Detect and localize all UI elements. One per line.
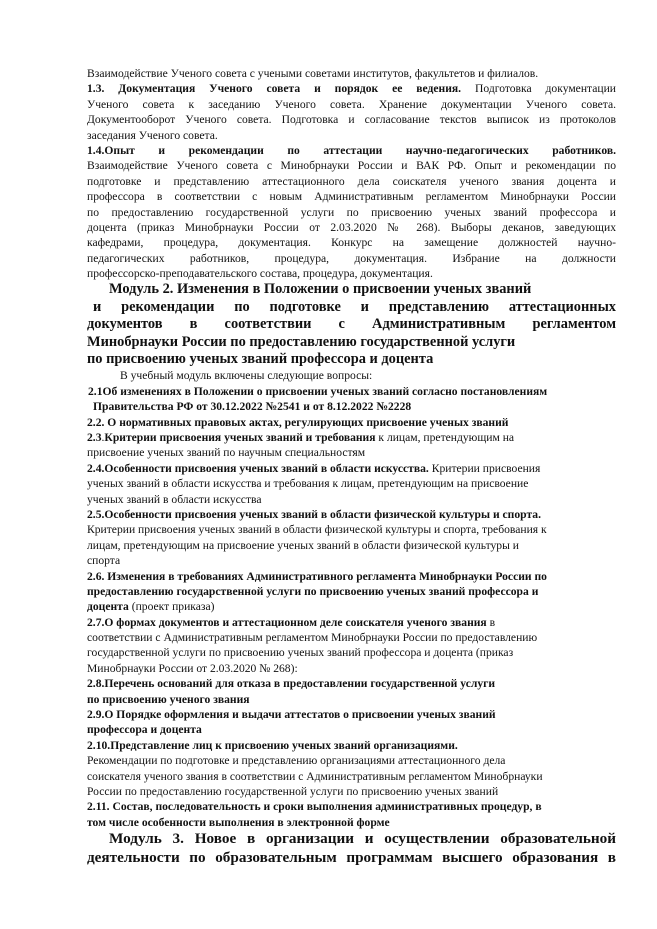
text-segment: . — [101, 430, 105, 444]
text-line — [87, 676, 616, 691]
text-segment: России по предоставлению государственной услуги по присвоению ученых званий — [87, 784, 499, 798]
text-segment: педагогических работников, процедура, документация. Избрание на должности — [87, 251, 616, 265]
text-line — [87, 81, 616, 96]
text-line — [87, 584, 616, 599]
text-line — [87, 569, 616, 584]
text-segment: 2.8.Перечень оснований для отказа в предоставлении государственной услуги — [87, 677, 496, 691]
text-segment: и рекомендации по подготовке и представлению аттестационных — [93, 298, 616, 315]
text-segment: Правительства РФ от 30.12.2022 №2541 и от 8.12.2022 №2228 — [93, 400, 412, 414]
text-line — [87, 553, 616, 568]
text-line — [87, 492, 616, 507]
text-segment: по предоставлению государственной услуги по присвоению ученых званий профессора и — [87, 205, 616, 219]
text-line — [87, 476, 616, 491]
text-line — [87, 174, 616, 189]
text-segment: ученых званий в области искусства — [87, 492, 262, 506]
text-segment: доцента — [87, 600, 129, 614]
text-line — [87, 266, 616, 281]
text-segment: 2.9.О Порядке оформления и выдачи аттестатов о присвоении ученых званий — [87, 708, 496, 722]
text-segment: предоставлению государственной услуги по присвоению ученых званий профессора и — [87, 584, 539, 598]
text-line — [87, 507, 616, 522]
heading-line — [87, 830, 616, 849]
text-segment: профессорско-преподавательского состава, процедура, документация. — [87, 267, 433, 281]
text-line — [87, 599, 616, 614]
text-segment: Рекомендации по подготовке и представлению организациями аттестационного дела — [87, 754, 506, 768]
text-line — [87, 445, 616, 460]
text-line — [87, 415, 616, 430]
text-segment: соискателя ученого звания в соответствии с Административным регламентом Минобрнауки — [87, 769, 543, 783]
text-line — [87, 630, 616, 645]
text-segment: 2.2. О нормативных правовых актах, регулирующих присвоение ученых званий — [87, 415, 509, 429]
heading-line — [87, 281, 616, 298]
text-segment: Документооборот Ученого совета. Подготовка и согласование текстов выписок из протоколов — [87, 113, 616, 127]
text-segment: 2.1Об изменениях в Положении о присвоении ученых званий согласно постановлениям — [88, 384, 548, 398]
heading-line — [87, 334, 616, 351]
text-line — [87, 143, 616, 158]
text-line — [87, 738, 616, 753]
heading-line — [87, 849, 616, 868]
text-segment: ученых званий в области искусства и требования к лицам, претендующим на присвоение — [87, 477, 529, 491]
text-segment: Взаимодействие Ученого совета с учеными советами институтов, факультетов и филиалов. — [87, 67, 539, 80]
text-segment: 2.10.Представление лиц к присвоению ученых званий организациями. — [87, 738, 458, 752]
text-line — [87, 205, 616, 220]
text-line — [87, 461, 616, 476]
text-segment: к лицам, претендующим на — [375, 430, 515, 444]
text-segment: Подготовка документации — [461, 82, 616, 96]
text-segment: Минобрнауки России от 2.03.2020 № 268): — [87, 661, 298, 675]
text-segment: в — [486, 615, 496, 629]
text-line — [87, 815, 616, 830]
text-segment: по присвоению ученых званий профессора и доцента — [87, 351, 434, 368]
text-segment: кафедрами, процедура, документация. Конкурс на замещение должностей научно- — [87, 236, 616, 250]
text-line — [87, 522, 616, 537]
text-line — [87, 692, 616, 707]
text-line — [87, 189, 616, 204]
text-line — [87, 66, 616, 81]
text-line — [87, 769, 616, 784]
text-segment: 2.3 — [87, 430, 102, 444]
text-segment: профессора в соответствии с новым Административным регламентом Минобрнауки России — [87, 190, 616, 204]
text-line — [87, 158, 616, 173]
text-segment: заседания Ученого совета. — [87, 128, 218, 142]
heading-line — [87, 351, 616, 368]
text-line — [87, 538, 616, 553]
text-line — [87, 707, 616, 722]
text-segment: профессора и доцента — [87, 723, 202, 737]
text-segment: подготовке и представлению аттестационного дела соискателя ученого звания доцента и — [87, 174, 616, 188]
text-segment: (проект приказа) — [128, 600, 215, 614]
text-segment: присвоение ученых званий по научным специальностям — [87, 446, 366, 460]
heading-line — [87, 316, 616, 333]
text-line — [87, 430, 616, 445]
text-segment: лицам, претендующим на присвоение ученых званий в области физической культуры и — [87, 538, 519, 552]
heading-line — [87, 299, 616, 316]
text-segment: документов в соответствии с Административным регламентом — [87, 316, 616, 333]
text-segment: соответствии с Административным регламентом Минобрнауки России по предоставлению — [87, 631, 538, 645]
text-segment: доцента (приказ Минобрнауки России от 2.03.2020 № 268). Выборы деканов, заведующих — [87, 220, 616, 234]
text-segment: Минобрнауки России по предоставлению государственной услуги — [87, 333, 516, 350]
text-segment: В учебный модуль включены следующие вопросы: — [120, 369, 373, 383]
text-line — [87, 220, 616, 235]
text-segment: 2.7.О формах документов и аттестационном деле соискателя ученого звания — [87, 615, 487, 629]
text-segment: государственной услуги по присвоению ученых званий профессора и доцента (приказ — [87, 646, 514, 660]
text-segment: 1.4.Опыт и рекомендации по аттестации научно-педагогических работников. — [87, 143, 616, 157]
text-line — [87, 399, 616, 414]
text-segment: том числе особенности выполнения в электронной форме — [87, 815, 390, 829]
text-segment: 1.3. Документация Ученого совета и порядок ее ведения. — [87, 82, 462, 96]
text-segment: Модуль 2. Изменения в Положении о присвоении ученых званий — [109, 281, 532, 298]
text-line — [87, 645, 616, 660]
text-segment: Ученого совета к заседанию Ученого совета. Хранение документации Ученого совета. — [87, 97, 616, 111]
text-segment: деятельности по образовательным программам высшего образования в — [87, 848, 616, 866]
text-line — [87, 384, 616, 399]
text-line — [87, 368, 616, 383]
text-line — [87, 251, 616, 266]
text-line — [87, 235, 616, 250]
text-line — [87, 784, 616, 799]
text-segment: по присвоению ученого звания — [87, 692, 250, 706]
text-line — [87, 722, 616, 737]
text-line — [87, 112, 616, 127]
text-segment: Модуль 3. Новое в организации и осуществлении образовательной — [109, 830, 616, 848]
text-line — [87, 799, 616, 814]
text-segment: Критерии присвоения — [428, 461, 541, 475]
text-segment: Взаимодействие Ученого совета с Минобрнауки России и ВАК РФ. Опыт и рекомендации по — [87, 159, 616, 173]
document-page — [87, 66, 616, 867]
text-line — [87, 97, 616, 112]
text-line — [87, 661, 616, 676]
text-line — [87, 128, 616, 143]
text-line — [87, 615, 616, 630]
text-segment: Критерии присвоения ученых званий в области физической культуры и спорта, требования к — [87, 523, 547, 537]
text-segment: 2.11. Состав, последовательность и сроки выполнения административных процедур, в — [87, 800, 542, 814]
text-segment: спорта — [87, 554, 121, 568]
text-segment: 2.5.Особенности присвоения ученых званий в области физической культуры и спорта. — [87, 507, 541, 521]
text-segment: Критерии присвоения ученых званий и требования — [104, 430, 376, 444]
text-segment: 2.4.Особенности присвоения ученых званий в области искусства. — [87, 461, 429, 475]
text-segment: 2.6. Изменения в требованиях Административного регламента Минобрнауки России по — [87, 569, 547, 583]
text-line — [87, 753, 616, 768]
